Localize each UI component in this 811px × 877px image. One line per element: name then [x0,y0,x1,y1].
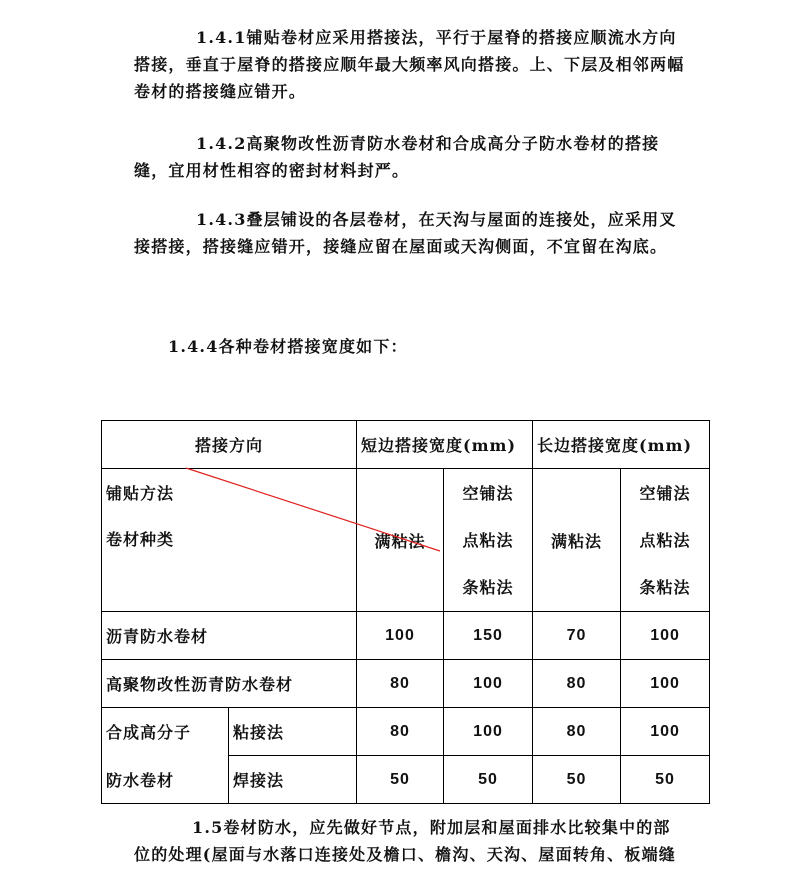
table-cell: 150 [444,612,533,660]
table-cell: 100 [357,612,444,660]
red-diagonal-line [186,468,440,551]
paragraph-1-4-4: 1.4.4各种卷材搭接宽度如下： [168,337,408,356]
p1-line-1: 1.4.1铺贴卷材应采用搭接法，平行于屋脊的搭接应顺流水方向 [196,28,677,47]
table-cell: 80 [357,660,444,708]
table-cell: 100 [621,612,710,660]
p2-line-1: 1.4.2高聚物改性沥青防水卷材和合成高分子防水卷材的搭接 [196,134,660,153]
row-synthetic-name-top: 合成高分子 [102,708,229,756]
table-cell: 50 [621,756,710,804]
header-direction: 搭接方向 [102,421,357,469]
table-cell: 100 [621,708,710,756]
empty-laying-long: 空铺法 [639,483,691,503]
row-synthetic-method-welding: 焊接法 [229,756,357,804]
p1-line-2: 搭接，垂直于屋脊的搭接应顺年最大频率风向搭接。上、下层及相邻两幅 [134,55,685,74]
table-cell: 50 [357,756,444,804]
p5-line-2: 位的处理(屋面与水落口连接处及檐口、檐沟、天沟、屋面转角、板端缝 [134,845,676,864]
p3-line-1: 1.4.3叠层铺设的各层卷材，在天沟与屋面的连接处，应采用叉 [196,210,677,229]
p5-line-1: 1.5卷材防水，应先做好节点，附加层和屋面排水比较集中的部 [192,818,671,837]
point-adhesion-long: 点粘法 [639,530,691,550]
table-cell: 80 [533,708,621,756]
p1-line-3: 卷材的搭接缝应错开。 [134,82,307,101]
type-label: 卷材种类 [106,530,175,549]
point-adhesion-short: 点粘法 [462,530,514,550]
paragraph-1-5 [134,814,694,868]
header-short-edge: 短边搭接宽度(mm) [357,421,533,469]
p3-line-2: 接搭接，搭接缝应错开，接缝应留在屋面或天沟侧面，不宜留在沟底。 [134,237,668,256]
full-adhesion-short: 满粘法 [357,469,444,612]
method-label: 铺贴方法 [106,484,175,503]
table-cell: 80 [357,708,444,756]
row-synthetic-method-bonding: 粘接法 [229,708,357,756]
table-cell: 100 [621,660,710,708]
strip-adhesion-short: 条粘法 [462,577,514,597]
row-asphalt-name: 沥青防水卷材 [102,612,357,660]
strip-adhesion-long: 条粘法 [639,577,691,597]
header-long-edge: 长边搭接宽度(mm) [533,421,710,469]
table-cell: 70 [533,612,621,660]
table-cell: 100 [444,660,533,708]
row-modified-asphalt-name: 高聚物改性沥青防水卷材 [102,660,357,708]
table-cell: 50 [444,756,533,804]
full-adhesion-long: 满粘法 [533,469,621,612]
p2-line-2: 缝，宜用材性相容的密封材料封严。 [134,161,410,180]
table-cell: 50 [533,756,621,804]
table-cell: 80 [533,660,621,708]
row-synthetic-name-bottom: 防水卷材 [102,756,229,804]
empty-laying-short: 空铺法 [462,483,514,503]
table-cell: 100 [444,708,533,756]
